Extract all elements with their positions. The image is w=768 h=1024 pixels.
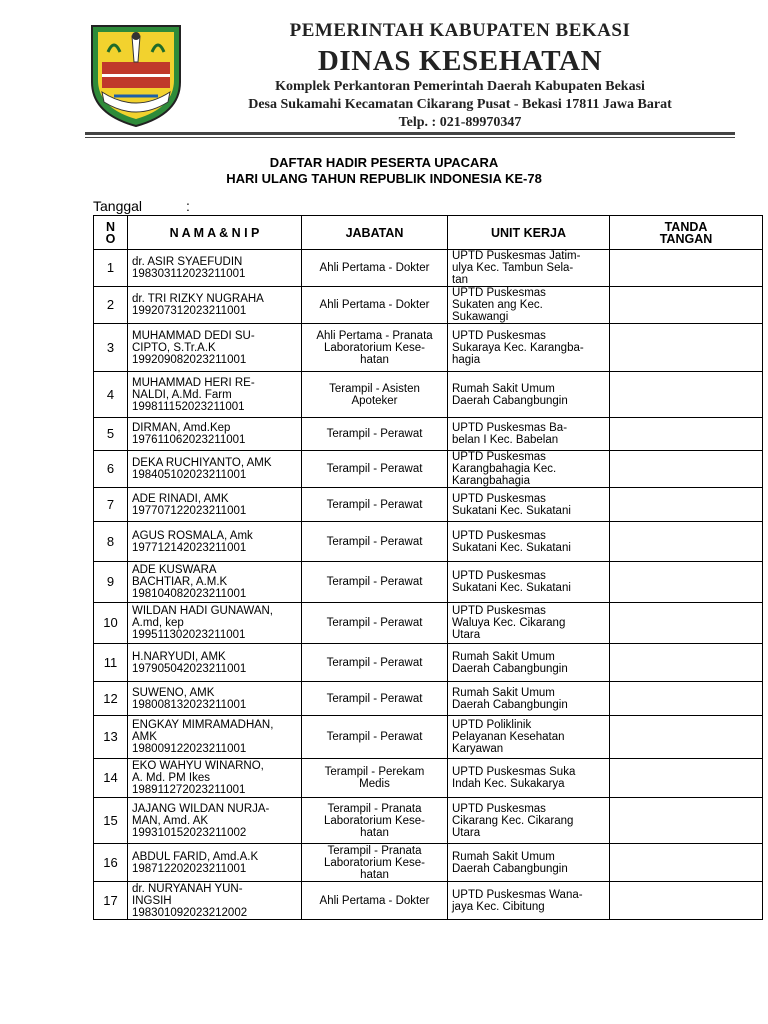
table-row bbox=[94, 716, 763, 759]
name-nip-cell bbox=[128, 488, 302, 522]
unit-kerja-cell-line: UPTD Puskesmas bbox=[452, 287, 546, 299]
jabatan-cell-line: Laboratorium Kese- bbox=[324, 341, 425, 354]
unit-kerja-cell-line: UPTD Puskesmas bbox=[452, 605, 546, 617]
unit-kerja-cell-line: belan I Kec. Babelan bbox=[452, 434, 559, 446]
unit-kerja-cell-line: Sukaraya Kec. Karangba- bbox=[452, 341, 584, 354]
jabatan-cell-line: Terampil - Perawat bbox=[326, 428, 423, 440]
jabatan-cell bbox=[302, 716, 448, 759]
unit-kerja-cell-line: tan bbox=[452, 274, 468, 286]
row-number: 16 bbox=[94, 844, 128, 882]
unit-kerja-cell-line: Daerah Cabangbungin bbox=[452, 394, 568, 407]
jabatan-cell bbox=[302, 250, 448, 287]
name-nip-cell-line: 198405102023211001 bbox=[132, 469, 247, 481]
row-number: 17 bbox=[94, 882, 128, 920]
row-number: 12 bbox=[94, 682, 128, 716]
name-nip-cell-line: MAN, Amd. AK bbox=[132, 814, 209, 827]
unit-kerja-cell bbox=[448, 716, 610, 759]
signature-cell[interactable] bbox=[610, 562, 763, 603]
name-nip-cell-line: 198008132023211001 bbox=[132, 698, 247, 711]
jabatan-cell-line: Terampil - Perekam bbox=[324, 766, 425, 778]
jabatan-cell bbox=[302, 603, 448, 644]
table-row bbox=[94, 522, 763, 562]
name-nip-cell bbox=[128, 562, 302, 603]
name-nip-cell bbox=[128, 451, 302, 488]
table-row bbox=[94, 250, 763, 287]
name-nip-cell-line: ABDUL FARID, Amd.A.K bbox=[132, 850, 259, 863]
name-nip-cell-line: INGSIH bbox=[132, 894, 172, 907]
header-unit-kerja: UNIT KERJA bbox=[448, 216, 610, 250]
signature-cell[interactable] bbox=[610, 644, 763, 682]
signature-cell[interactable] bbox=[610, 716, 763, 759]
name-nip-cell-line: 199511302023211001 bbox=[132, 629, 246, 641]
header-no: N O bbox=[94, 216, 128, 250]
name-nip-cell-line: DIRMAN, Amd.Kep bbox=[132, 422, 231, 434]
name-nip-cell-line: ADE KUSWARA bbox=[132, 564, 217, 576]
unit-kerja-cell-line: Rumah Sakit Umum bbox=[452, 686, 555, 699]
unit-kerja-cell-line: Utara bbox=[452, 826, 481, 839]
name-nip-cell-line: 197707122023211001 bbox=[132, 504, 247, 517]
signature-cell[interactable] bbox=[610, 522, 763, 562]
date-colon: : bbox=[186, 198, 190, 214]
name-nip-cell bbox=[128, 287, 302, 324]
name-nip-cell-line: AMK bbox=[132, 731, 157, 743]
jabatan-cell bbox=[302, 418, 448, 451]
table-row bbox=[94, 488, 763, 522]
row-number: 13 bbox=[94, 716, 128, 759]
table-row bbox=[94, 418, 763, 451]
name-nip-cell bbox=[128, 250, 302, 287]
signature-cell[interactable] bbox=[610, 682, 763, 716]
jabatan-cell-line: Medis bbox=[359, 778, 390, 790]
unit-kerja-cell-line: Rumah Sakit Umum bbox=[452, 850, 555, 863]
letterhead-rule-thin bbox=[85, 137, 735, 138]
signature-cell[interactable] bbox=[610, 372, 763, 418]
unit-kerja-cell bbox=[448, 451, 610, 488]
document-title: DAFTAR HADIR PESERTA UPACARA bbox=[269, 155, 499, 170]
signature-cell[interactable] bbox=[610, 488, 763, 522]
name-nip-cell-line: A. Md. PM Ikes bbox=[132, 772, 210, 784]
jabatan-cell-line: Ahli Pertama - Pranata bbox=[316, 329, 433, 342]
unit-kerja-cell-line: Sukatani Kec. Sukatani bbox=[452, 541, 571, 554]
unit-kerja-cell-line: ulya Kec. Tambun Sela- bbox=[452, 262, 574, 274]
row-number: 6 bbox=[94, 451, 128, 488]
table-header-row bbox=[94, 216, 763, 250]
unit-kerja-cell bbox=[448, 324, 610, 372]
jabatan-cell-line: Terampil - Perawat bbox=[326, 656, 423, 669]
unit-kerja-cell-line: Karyawan bbox=[452, 743, 504, 755]
jabatan-cell-line: hatan bbox=[360, 868, 389, 881]
table-row bbox=[94, 882, 763, 920]
jabatan-cell bbox=[302, 882, 448, 920]
table-row bbox=[94, 324, 763, 372]
jabatan-cell-line: Terampil - Perawat bbox=[326, 463, 423, 475]
unit-kerja-cell-line: UPTD Puskesmas bbox=[452, 570, 546, 582]
name-nip-cell-line: SUWENO, AMK bbox=[132, 686, 215, 699]
name-nip-cell-line: A.md, kep bbox=[132, 617, 184, 629]
name-nip-cell bbox=[128, 644, 302, 682]
unit-kerja-cell-line: Sukaten ang Kec. bbox=[452, 299, 543, 311]
unit-kerja-cell-line: Daerah Cabangbungin bbox=[452, 862, 568, 875]
jabatan-cell bbox=[302, 488, 448, 522]
name-nip-cell-line: 199209082023211001 bbox=[132, 353, 247, 366]
unit-kerja-cell-line: Sukawangi bbox=[452, 311, 509, 323]
name-nip-cell bbox=[128, 882, 302, 920]
table-row bbox=[94, 372, 763, 418]
signature-cell[interactable] bbox=[610, 798, 763, 844]
signature-cell[interactable] bbox=[610, 451, 763, 488]
attendance-table bbox=[93, 215, 763, 920]
date-label: Tanggal bbox=[93, 198, 143, 214]
jabatan-cell-line: Terampil - Perawat bbox=[326, 576, 423, 588]
name-nip-cell-line: DEKA RUCHIYANTO, AMK bbox=[132, 457, 272, 469]
jabatan-cell-line: Ahli Pertama - Dokter bbox=[319, 262, 430, 274]
unit-kerja-cell-line: UPTD Puskesmas Suka bbox=[452, 766, 576, 778]
name-nip-cell-line: 198301092023212002 bbox=[132, 906, 248, 919]
jabatan-cell-line: Terampil - Asisten bbox=[329, 382, 420, 395]
unit-kerja-cell bbox=[448, 603, 610, 644]
name-nip-cell bbox=[128, 759, 302, 798]
table-row bbox=[94, 844, 763, 882]
name-nip-cell-line: H.NARYUDI, AMK bbox=[132, 650, 226, 663]
jabatan-cell bbox=[302, 798, 448, 844]
signature-cell[interactable] bbox=[610, 759, 763, 798]
unit-kerja-cell-line: UPTD Puskesmas bbox=[452, 451, 546, 463]
name-nip-cell-line: 198009122023211001 bbox=[132, 743, 247, 755]
jabatan-cell-line: Terampil - Perawat bbox=[326, 535, 423, 548]
header-tanda-tangan: TANDA TANGAN bbox=[610, 216, 763, 250]
unit-kerja-cell-line: Utara bbox=[452, 629, 481, 641]
jabatan-cell-line: Laboratorium Kese- bbox=[324, 814, 425, 827]
row-number: 11 bbox=[94, 644, 128, 682]
name-nip-cell bbox=[128, 603, 302, 644]
unit-kerja-cell bbox=[448, 882, 610, 920]
unit-kerja-cell-line: Sukatani Kec. Sukatani bbox=[452, 504, 571, 517]
row-number: 3 bbox=[94, 324, 128, 372]
phone-number: Telp. : 021-89970347 bbox=[398, 115, 522, 130]
unit-kerja-cell-line: UPTD Puskesmas bbox=[452, 802, 546, 815]
name-nip-cell-line: 199310152023211002 bbox=[132, 826, 247, 839]
name-nip-cell-line: MUHAMMAD DEDI SU- bbox=[132, 329, 255, 342]
jabatan-cell-line: hatan bbox=[360, 826, 389, 839]
jabatan-cell-line: Terampil - Perawat bbox=[326, 617, 423, 629]
unit-kerja-cell-line: Sukatani Kec. Sukatani bbox=[452, 582, 571, 594]
letterhead-rule bbox=[85, 132, 735, 135]
signature-cell[interactable] bbox=[610, 287, 763, 324]
jabatan-cell-line: Terampil - Pranata bbox=[327, 802, 422, 815]
jabatan-cell bbox=[302, 324, 448, 372]
name-nip-cell-line: 199811152023211001 bbox=[132, 400, 245, 413]
unit-kerja-cell-line: Rumah Sakit Umum bbox=[452, 650, 555, 663]
unit-kerja-cell-line: Rumah Sakit Umum bbox=[452, 382, 555, 395]
name-nip-cell-line: AGUS ROSMALA, Amk bbox=[132, 529, 253, 542]
unit-kerja-cell-line: UPTD Puskesmas bbox=[452, 492, 546, 505]
row-number: 10 bbox=[94, 603, 128, 644]
name-nip-cell bbox=[128, 682, 302, 716]
name-nip-cell-line: EKO WAHYU WINARNO, bbox=[132, 760, 264, 772]
name-nip-cell bbox=[128, 798, 302, 844]
unit-kerja-cell-line: UPTD Puskesmas Jatim- bbox=[452, 250, 581, 262]
address-line-2: Desa Sukamahi Kecamatan Cikarang Pusat - Bekasi 17811 Jawa Barat bbox=[248, 97, 672, 112]
table-row bbox=[94, 759, 763, 798]
unit-kerja-cell-line: UPTD Puskesmas bbox=[452, 529, 546, 542]
jabatan-cell-line: Terampil - Pranata bbox=[327, 844, 422, 857]
name-nip-cell bbox=[128, 844, 302, 882]
row-number: 4 bbox=[94, 372, 128, 418]
table-row bbox=[94, 682, 763, 716]
name-nip-cell-line: 197611062023211001 bbox=[132, 434, 246, 446]
name-nip-cell-line: ADE RINADI, AMK bbox=[132, 492, 229, 505]
jabatan-cell-line: Laboratorium Kese- bbox=[324, 856, 425, 869]
header-nama-nip: N A M A & N I P bbox=[128, 216, 302, 250]
name-nip-cell-line: dr. NURYANAH YUN- bbox=[132, 882, 243, 895]
kabupaten-bekasi-emblem-icon bbox=[88, 22, 184, 130]
jabatan-cell bbox=[302, 682, 448, 716]
table-body bbox=[94, 250, 763, 920]
name-nip-cell bbox=[128, 324, 302, 372]
jabatan-cell bbox=[302, 522, 448, 562]
unit-kerja-cell bbox=[448, 759, 610, 798]
jabatan-cell-line: Terampil - Perawat bbox=[326, 498, 423, 511]
unit-kerja-cell-line: UPTD Poliklinik bbox=[452, 719, 532, 731]
row-number: 14 bbox=[94, 759, 128, 798]
name-nip-cell-line: 197712142023211001 bbox=[132, 541, 247, 554]
jabatan-cell-line: Ahli Pertama - Dokter bbox=[319, 894, 430, 907]
jabatan-cell-line: Apoteker bbox=[351, 394, 398, 407]
unit-kerja-cell-line: Karangbahagia bbox=[452, 475, 531, 487]
unit-kerja-cell bbox=[448, 488, 610, 522]
unit-kerja-cell-line: Karangbahagia Kec. bbox=[452, 463, 557, 475]
table-row bbox=[94, 287, 763, 324]
unit-kerja-cell bbox=[448, 372, 610, 418]
unit-kerja-cell-line: Indah Kec. Sukakarya bbox=[452, 778, 565, 790]
name-nip-cell-line: 197905042023211001 bbox=[132, 662, 247, 675]
name-nip-cell-line: 198712202023211001 bbox=[132, 862, 247, 875]
jabatan-cell-line: Terampil - Perawat bbox=[326, 731, 423, 743]
jabatan-cell-line: Terampil - Perawat bbox=[326, 692, 423, 705]
unit-kerja-cell-line: Daerah Cabangbungin bbox=[452, 662, 568, 675]
name-nip-cell bbox=[128, 418, 302, 451]
table-row bbox=[94, 562, 763, 603]
name-nip-cell-line: 198104082023211001 bbox=[132, 588, 247, 600]
row-number: 5 bbox=[94, 418, 128, 451]
row-number: 2 bbox=[94, 287, 128, 324]
address-line-1: Komplek Perkantoran Pemerintah Daerah Kabupaten Bekasi bbox=[275, 79, 645, 94]
jabatan-cell bbox=[302, 451, 448, 488]
unit-kerja-cell bbox=[448, 522, 610, 562]
header-jabatan: JABATAN bbox=[302, 216, 448, 250]
unit-kerja-cell-line: Waluya Kec. Cikarang bbox=[452, 617, 566, 629]
name-nip-cell-line: dr. TRI RIZKY NUGRAHA bbox=[132, 293, 264, 305]
letterhead-text bbox=[200, 18, 720, 132]
date-field bbox=[93, 198, 190, 214]
document-subtitle: HARI ULANG TAHUN REPUBLIK INDONESIA KE-78 bbox=[226, 171, 542, 186]
table-row bbox=[94, 798, 763, 844]
letterhead bbox=[0, 0, 768, 140]
unit-kerja-cell-line: jaya Kec. Cibitung bbox=[452, 900, 545, 913]
signature-cell[interactable] bbox=[610, 324, 763, 372]
unit-kerja-cell bbox=[448, 250, 610, 287]
signature-cell[interactable] bbox=[610, 250, 763, 287]
jabatan-cell bbox=[302, 759, 448, 798]
unit-kerja-cell bbox=[448, 644, 610, 682]
name-nip-cell-line: CIPTO, S.Tr.A.K bbox=[132, 341, 216, 354]
name-nip-cell-line: NALDI, A.Md. Farm bbox=[132, 388, 232, 401]
jabatan-cell bbox=[302, 372, 448, 418]
signature-cell[interactable] bbox=[610, 603, 763, 644]
name-nip-cell-line: ENGKAY MIMRAMADHAN, bbox=[132, 719, 274, 731]
row-number: 9 bbox=[94, 562, 128, 603]
name-nip-cell bbox=[128, 372, 302, 418]
name-nip-cell bbox=[128, 522, 302, 562]
name-nip-cell-line: 198303112023211001 bbox=[132, 268, 246, 280]
signature-cell[interactable] bbox=[610, 882, 763, 920]
unit-kerja-cell-line: hagia bbox=[452, 353, 481, 366]
name-nip-cell-line: 199207312023211001 bbox=[132, 305, 247, 317]
signature-cell[interactable] bbox=[610, 418, 763, 451]
jabatan-cell bbox=[302, 644, 448, 682]
table-row bbox=[94, 451, 763, 488]
table-row bbox=[94, 644, 763, 682]
name-nip-cell-line: WILDAN HADI GUNAWAN, bbox=[132, 605, 273, 617]
name-nip-cell-line: MUHAMMAD HERI RE- bbox=[132, 376, 255, 389]
unit-kerja-cell-line: Pelayanan Kesehatan bbox=[452, 731, 565, 743]
name-nip-cell-line: JAJANG WILDAN NURJA- bbox=[132, 802, 270, 815]
unit-kerja-cell-line: UPTD Puskesmas Wana- bbox=[452, 888, 583, 901]
jabatan-cell bbox=[302, 844, 448, 882]
jabatan-cell-line: hatan bbox=[360, 353, 389, 366]
name-nip-cell-line: BACHTIAR, A.M.K bbox=[132, 576, 228, 588]
jabatan-cell bbox=[302, 287, 448, 324]
row-number: 1 bbox=[94, 250, 128, 287]
unit-kerja-cell bbox=[448, 418, 610, 451]
unit-kerja-cell bbox=[448, 798, 610, 844]
unit-kerja-cell bbox=[448, 287, 610, 324]
unit-kerja-cell bbox=[448, 682, 610, 716]
name-nip-cell-line: dr. ASIR SYAEFUDIN bbox=[132, 256, 243, 268]
unit-kerja-cell bbox=[448, 562, 610, 603]
jabatan-cell-line: Ahli Pertama - Dokter bbox=[319, 299, 430, 311]
unit-kerja-cell-line: UPTD Puskesmas Ba- bbox=[452, 422, 568, 434]
unit-kerja-cell bbox=[448, 844, 610, 882]
government-name: PEMERINTAH KABUPATEN BEKASI bbox=[289, 20, 631, 41]
table-row bbox=[94, 603, 763, 644]
row-number: 7 bbox=[94, 488, 128, 522]
name-nip-cell bbox=[128, 716, 302, 759]
unit-kerja-cell-line: Cikarang Kec. Cikarang bbox=[452, 814, 574, 827]
name-nip-cell-line: 198911272023211001 bbox=[132, 784, 246, 796]
row-number: 8 bbox=[94, 522, 128, 562]
jabatan-cell bbox=[302, 562, 448, 603]
row-number: 15 bbox=[94, 798, 128, 844]
signature-cell[interactable] bbox=[610, 844, 763, 882]
unit-kerja-cell-line: Daerah Cabangbungin bbox=[452, 698, 568, 711]
unit-kerja-cell-line: UPTD Puskesmas bbox=[452, 329, 546, 342]
agency-name: DINAS KESEHATAN bbox=[317, 45, 603, 77]
